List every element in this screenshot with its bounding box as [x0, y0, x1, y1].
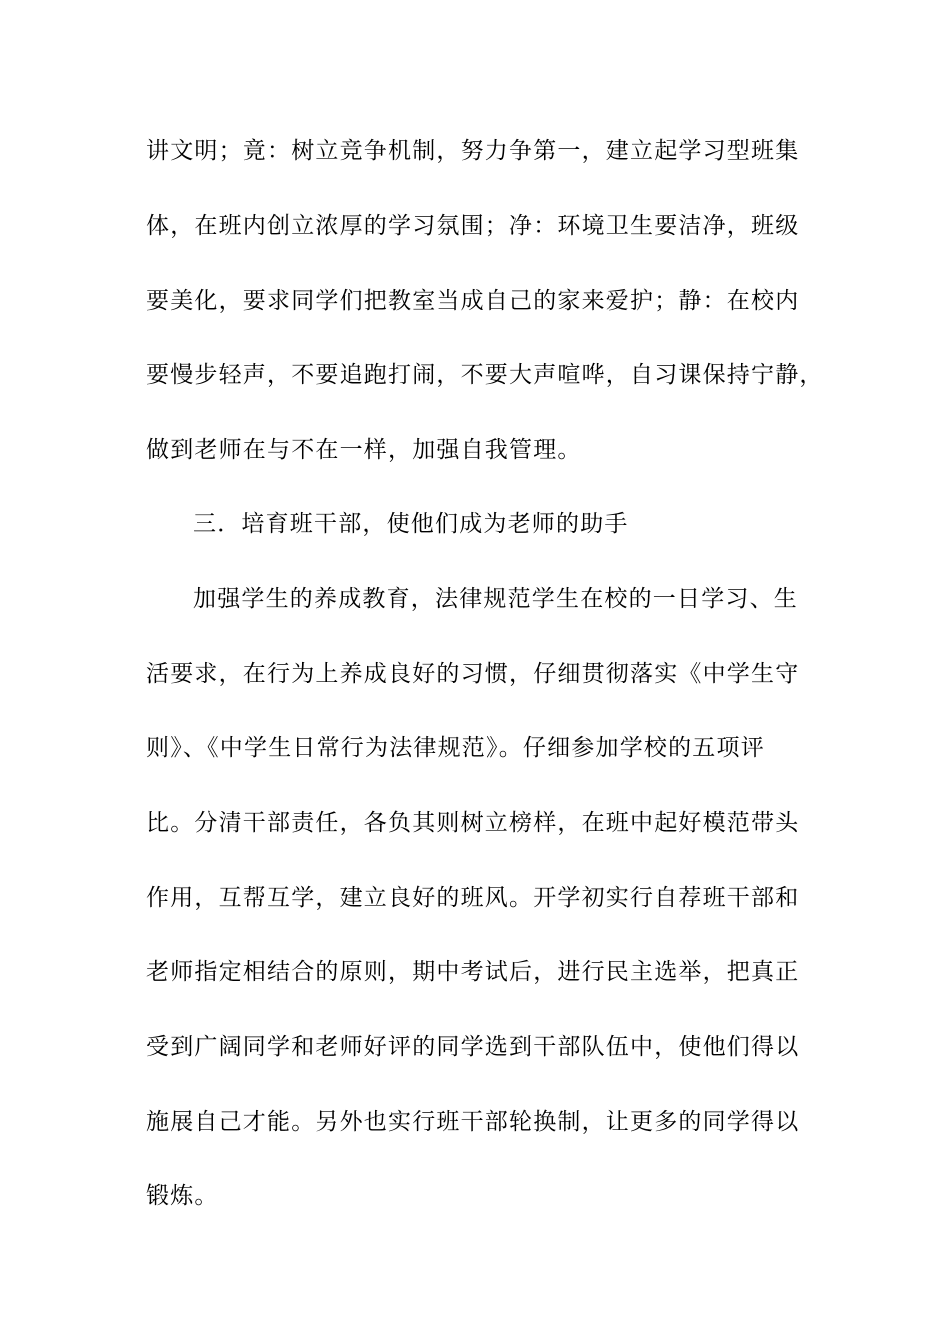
paragraph-line: 要慢步轻声，不要追跑打闹，不要大声喧哗，自习课保持宁静，	[146, 362, 824, 388]
paragraph-line: 比。分清干部责任，各负其则树立榜样，在班中起好模范带头	[146, 810, 800, 836]
paragraph-line: 作用，互帮互学，建立良好的班风。开学初实行自荐班干部和	[146, 885, 800, 911]
paragraph-line: 受到广阔同学和老师好评的同学选到干部队伍中，使他们得以	[146, 1034, 800, 1060]
paragraph-line: 锻炼。	[146, 1183, 219, 1209]
paragraph-line: 要美化，要求同学们把教室当成自己的家来爱护；静：在校内	[146, 288, 800, 314]
paragraph-line: 体，在班内创立浓厚的学习氛围；净：环境卫生要洁净，班级	[146, 213, 800, 239]
paragraph-line: 做到老师在与不在一样，加强自我管理。	[146, 437, 582, 463]
paragraph-line: 施展自己才能。另外也实行班干部轮换制，让更多的同学得以	[146, 1109, 800, 1135]
paragraph-line: 加强学生的养成教育，法律规范学生在校的一日学习、生	[193, 586, 798, 612]
section-heading: 三．培育班干部，使他们成为老师的助手	[193, 511, 629, 537]
paragraph-line: 则》、《中学生日常行为法律规范》。仔细参加学校的五项评	[146, 735, 765, 761]
paragraph-line: 老师指定相结合的原则，期中考试后，进行民主选举，把真正	[146, 959, 800, 985]
paragraph-line: 活要求，在行为上养成良好的习惯，仔细贯彻落实《中学生守	[146, 661, 800, 687]
paragraph-line: 讲文明；竟：树立竞争机制，努力争第一，建立起学习型班集	[146, 138, 800, 164]
